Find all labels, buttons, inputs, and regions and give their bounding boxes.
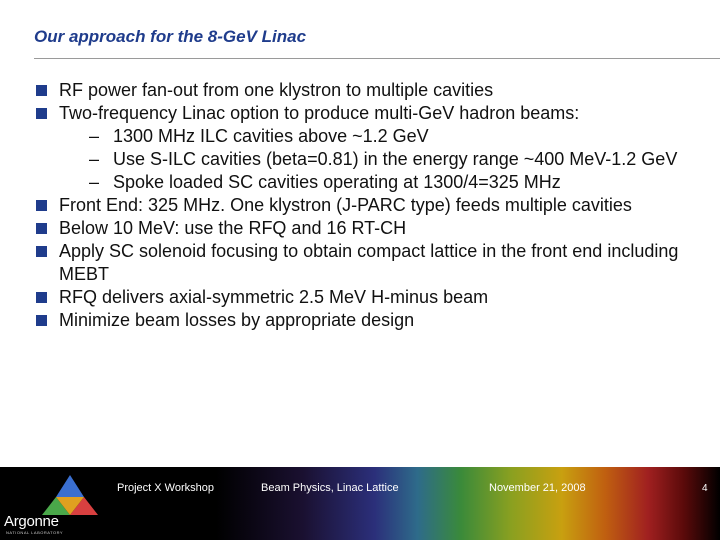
sub-bullet-text: Spoke loaded SC cavities operating at 1300/4=325 MHz: [113, 172, 561, 192]
square-bullet-icon: [36, 315, 47, 326]
logo-subtext: NATIONAL LABORATORY: [6, 530, 64, 535]
bullet-item: [34, 286, 694, 309]
bullet-text: RFQ delivers axial-symmetric 2.5 MeV H-minus beam: [59, 287, 489, 307]
argonne-triangle-icon: [40, 471, 100, 517]
square-bullet-icon: [36, 200, 47, 211]
bullet-item: [34, 79, 694, 102]
bullet-item: [34, 194, 694, 217]
bullet-list: [34, 79, 694, 332]
logo-text: Argonne: [4, 513, 59, 530]
sub-bullet-item: [34, 148, 694, 171]
footer-event: Project X Workshop: [117, 482, 215, 494]
sub-bullet-text: Use S-ILC cavities (beta=0.81) in the energy range ~400 MeV-1.2 GeV: [113, 149, 678, 169]
bullet-text: RF power fan-out from one klystron to multiple cavities: [59, 80, 494, 100]
bullet-item: [34, 309, 694, 332]
bullet-text: Front End: 325 MHz. One klystron (J-PARC type) feeds multiple cavities: [59, 195, 632, 215]
bullet-item: [34, 217, 694, 240]
square-bullet-icon: [36, 85, 47, 96]
dash-bullet-icon: –: [89, 172, 100, 192]
square-bullet-icon: [36, 292, 47, 303]
bullet-text: Two-frequency Linac option to produce multi-GeV hadron beams:: [59, 103, 580, 123]
dash-bullet-icon: –: [89, 149, 100, 169]
slide-title: Our approach for the 8-GeV Linac: [34, 27, 307, 46]
footer-bar: [0, 467, 720, 540]
square-bullet-icon: [36, 223, 47, 234]
page-number: 4: [702, 483, 708, 494]
sub-bullet-item: [34, 125, 694, 148]
title-divider: [34, 58, 720, 59]
footer-date: November 21, 2008: [489, 482, 586, 494]
bullet-text: Below 10 MeV: use the RFQ and 16 RT-CH: [59, 218, 407, 238]
bullet-item: [34, 240, 694, 286]
footer-topic: Beam Physics, Linac Lattice: [261, 482, 399, 494]
argonne-logo: [0, 467, 100, 540]
square-bullet-icon: [36, 246, 47, 257]
dash-bullet-icon: –: [89, 126, 100, 146]
bullet-text: Apply SC solenoid focusing to obtain compact lattice in the front end including MEBT: [59, 241, 679, 284]
sub-bullet-text: 1300 MHz ILC cavities above ~1.2 GeV: [113, 126, 429, 146]
square-bullet-icon: [36, 108, 47, 119]
sub-bullet-item: [34, 171, 694, 194]
bullet-text: Minimize beam losses by appropriate design: [59, 310, 415, 330]
bullet-item: [34, 102, 694, 125]
